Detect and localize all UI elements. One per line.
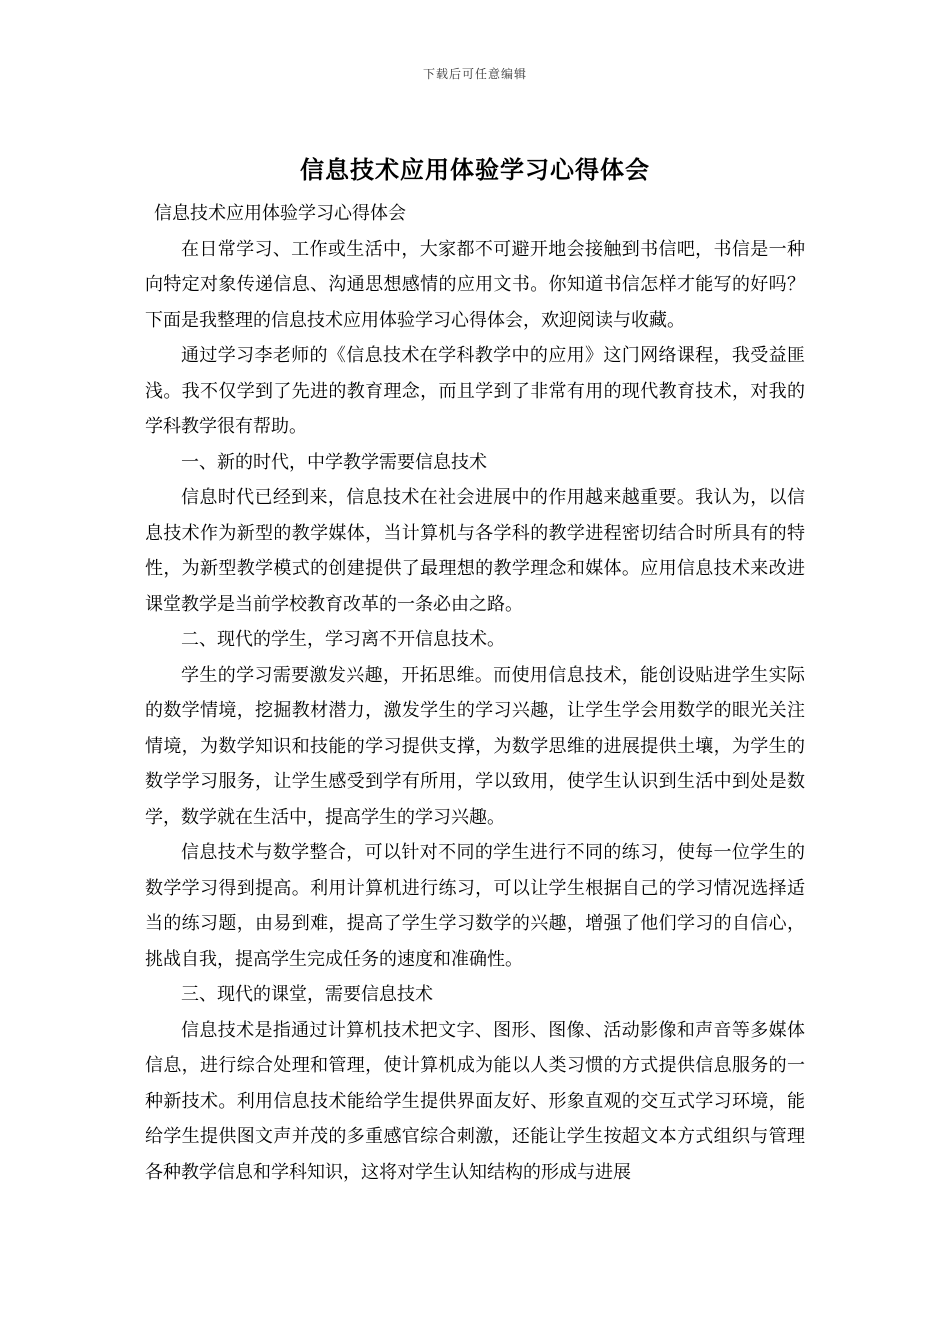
section-heading-1: 一、新的时代，中学教学需要信息技术: [181, 451, 487, 473]
paragraph-section-3: 信息技术是指通过计算机技术把文字、图形、图像、活动影像和声音等多媒体信息，进行综合处理和管理，使计算机成为能以人类习惯的方式提供信息服务的一种新技术。利用信息技术能给学生提供界面友好、形象直观的交互式学习环境，能给学生提供图文声并茂的多重感官综合刺激，还能让学生按超文本方式组织与管理各种教学信息和学科知识，这将对学生认知结构的形成与进展: [145, 1019, 805, 1183]
paragraph-section-2a: 学生的学习需要激发兴趣，开拓思维。而使用信息技术，能创设贴进学生实际的数学情境，挖掘教材潜力，激发学生的学习兴趣，让学生学会用数学的眼光关注情境，为数学知识和技能的学习提供支撑，为数学思维的进展提供土壤，为学生的数学学习服务，让学生感受到学有所用，学以致用，使学生认识到生活中到处是数学，数学就在生活中，提高学生的学习兴趣。: [145, 664, 805, 828]
document-body: [145, 196, 805, 1190]
paragraph-course: 通过学习李老师的《信息技术在学科教学中的应用》这门网络课程，我受益匪浅。我不仅学到了先进的教育理念，而且学到了非常有用的现代教育技术，对我的学科教学很有帮助。: [145, 345, 805, 437]
header-note: 下载后可任意编辑: [422, 67, 527, 81]
section-heading-3: 三、现代的课堂，需要信息技术: [181, 984, 433, 1005]
section-heading-2: 二、现代的学生，学习离不开信息技术。: [181, 629, 505, 650]
paragraph-section-2b: 信息技术与数学整合，可以针对不同的学生进行不同的练习，使每一位学生的数学学习得到提高。利用计算机进行练习，可以让学生根据自己的学习情况选择适当的练习题，由易到难，提高了学生学习数学的兴趣，增强了他们学习的自信心，挑战自我，提高学生完成任务的速度和准确性。: [145, 842, 805, 970]
document-title: 信息技术应用体验学习心得体会: [300, 155, 650, 184]
document-subtitle: 信息技术应用体验学习心得体会: [154, 203, 406, 224]
paragraph-section-1: 信息时代已经到来，信息技术在社会进展中的作用越来越重要。我认为，以信息技术作为新型的教学媒体，当计算机与各学科的教学进程密切结合时所具有的特性，为新型教学模式的创建提供了最理想的教学理念和媒体。应用信息技术来改进课堂教学是当前学校教育改革的一条必由之路。: [145, 487, 805, 615]
paragraph-intro: 在日常学习、工作或生活中，大家都不可避开地会接触到书信吧，书信是一种向特定对象传递信息、沟通思想感情的应用文书。你知道书信怎样才能写的好吗？下面是我整理的信息技术应用体验学习心得体会，欢迎阅读与收藏。: [145, 238, 805, 331]
